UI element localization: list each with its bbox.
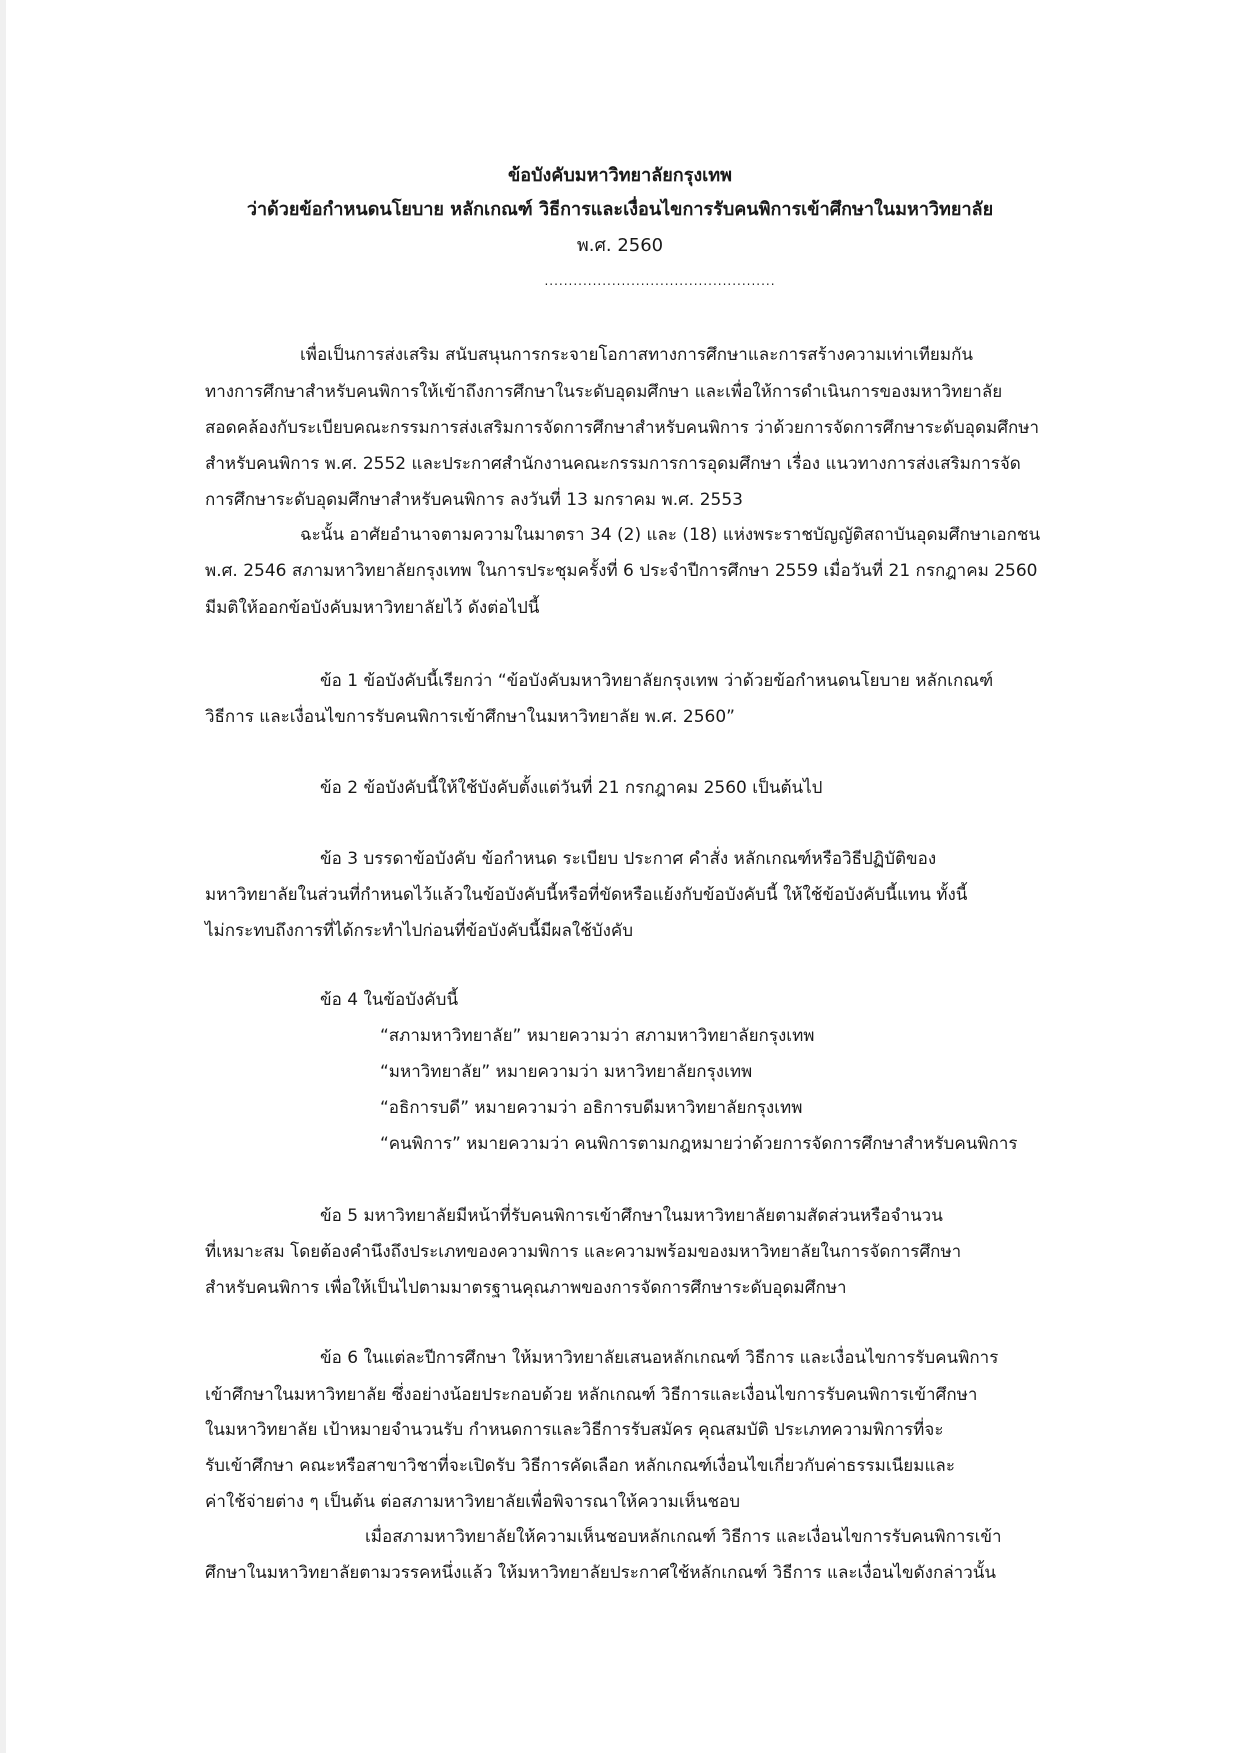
- clause-4-heading: ข้อ 4 ในข้อบังคับนี้: [320, 990, 459, 1010]
- clause-3-line: ข้อ 3 บรรดาข้อบังคับ ข้อกำหนด ระเบียบ ประกาศ คำสั่ง หลักเกณฑ์หรือวิธีปฏิบัติของ: [320, 849, 937, 869]
- preamble-line: ทางการศึกษาสำหรับคนพิการให้เข้าถึงการศึกษาในระดับอุดมศึกษา และเพื่อให้การดำเนินการของมหาวิทยาลัย: [205, 382, 1003, 402]
- clause-6-line: ข้อ 6 ในแต่ละปีการศึกษา ให้มหาวิทยาลัยเสนอหลักเกณฑ์ วิธีการ และเงื่อนไขการรับคนพิการ: [320, 1348, 999, 1368]
- preamble-line: การศึกษาระดับอุดมศึกษาสำหรับคนพิการ ลงวันที่ 13 มกราคม พ.ศ. 2553: [205, 490, 743, 510]
- preamble-line: มีมติให้ออกข้อบังคับมหาวิทยาลัยไว้ ดังต่อไปนี้: [205, 598, 540, 618]
- definition-line: “อธิการบดี” หมายความว่า อธิการบดีมหาวิทยาลัยกรุงเทพ: [380, 1098, 803, 1118]
- scan-edge: [0, 0, 6, 1753]
- clause-3-line: ไม่กระทบถึงการที่ได้กระทำไปก่อนที่ข้อบังคับนี้มีผลใช้บังคับ: [205, 921, 634, 941]
- clause-6-line: ค่าใช้จ่ายต่าง ๆ เป็นต้น ต่อสภามหาวิทยาลัยเพื่อพิจารณาให้ความเห็นชอบ: [205, 1492, 741, 1512]
- preamble-line: พ.ศ. 2546 สภามหาวิทยาลัยกรุงเทพ ในการประชุมครั้งที่ 6 ประจำปีการศึกษา 2559 เมื่อวันที่ 21 กรกฎาคม 2560: [205, 561, 1038, 581]
- clause-5-line: ที่เหมาะสม โดยต้องคำนึงถึงประเภทของความพิการ และความพร้อมของมหาวิทยาลัยในการจัดการศึกษา: [205, 1242, 962, 1262]
- preamble-line: สำหรับคนพิการ พ.ศ. 2552 และประกาศสำนักงานคณะกรรมการการอุดมศึกษา เรื่อง แนวทางการส่งเสริมการจัด: [205, 454, 1021, 474]
- clause-3-line: มหาวิทยาลัยในส่วนที่กำหนดไว้แล้วในข้อบังคับนี้หรือที่ขัดหรือแย้งกับข้อบังคับนี้ ให้ใช้ข้อบังคับนี้แทน ทั้งนี้: [205, 885, 968, 905]
- definition-line: “สภามหาวิทยาลัย” หมายความว่า สภามหาวิทยาลัยกรุงเทพ: [380, 1026, 815, 1046]
- clause-6-line: ในมหาวิทยาลัย เป้าหมายจำนวนรับ กำหนดการและวิธีการรับสมัคร คุณสมบัติ ประเภทความพิการที่จะ: [205, 1420, 944, 1440]
- separator-line: ................................................: [544, 274, 776, 288]
- clause-1-line: ข้อ 1 ข้อบังคับนี้เรียกว่า “ข้อบังคับมหาวิทยาลัยกรุงเทพ ว่าด้วยข้อกำหนดนโยบาย หลักเกณฑ์: [320, 671, 994, 691]
- clause-6-line: รับเข้าศึกษา คณะหรือสาขาวิชาที่จะเปิดรับ วิธีการคัดเลือก หลักเกณฑ์เงื่อนไขเกี่ยวกับค่าธรรมเนียมและ: [205, 1456, 955, 1476]
- clause-5-line: ข้อ 5 มหาวิทยาลัยมีหน้าที่รับคนพิการเข้าศึกษาในมหาวิทยาลัยตามสัดส่วนหรือจำนวน: [320, 1206, 943, 1226]
- clause-1-line: วิธีการ และเงื่อนไขการรับคนพิการเข้าศึกษาในมหาวิทยาลัย พ.ศ. 2560”: [205, 707, 735, 727]
- preamble-line: ฉะนั้น อาศัยอำนาจตามความในมาตรา 34 (2) และ (18) แห่งพระราชบัญญัติสถาบันอุดมศึกษาเอกชน: [300, 525, 1041, 545]
- clause-6-line: เมื่อสภามหาวิทยาลัยให้ความเห็นชอบหลักเกณฑ์ วิธีการ และเงื่อนไขการรับคนพิการเข้า: [365, 1527, 1002, 1547]
- preamble-line: เพื่อเป็นการส่งเสริม สนับสนุนการกระจายโอกาสทางการศึกษาและการสร้างความเท่าเทียมกัน: [300, 345, 973, 365]
- definition-line: “มหาวิทยาลัย” หมายความว่า มหาวิทยาลัยกรุงเทพ: [380, 1062, 753, 1082]
- definition-line: “คนพิการ” หมายความว่า คนพิการตามกฎหมายว่าด้วยการจัดการศึกษาสำหรับคนพิการ: [380, 1134, 1018, 1154]
- document-subtitle: ว่าด้วยข้อกำหนดนโยบาย หลักเกณฑ์ วิธีการและเงื่อนไขการรับคนพิการเข้าศึกษาในมหาวิทยาลัย: [246, 199, 994, 220]
- document-year: พ.ศ. 2560: [576, 235, 664, 256]
- clause-6-line: เข้าศึกษาในมหาวิทยาลัย ซึ่งอย่างน้อยประกอบด้วย หลักเกณฑ์ วิธีการและเงื่อนไขการรับคนพิการเข้าศึกษา: [205, 1385, 978, 1405]
- preamble-line: สอดคล้องกับระเบียบคณะกรรมการส่งเสริมการจัดการศึกษาสำหรับคนพิการ ว่าด้วยการจัดการศึกษาระดับอุดมศึกษา: [205, 418, 1040, 438]
- document-title: ข้อบังคับมหาวิทยาลัยกรุงเทพ: [507, 165, 733, 186]
- clause-6-line: ศึกษาในมหาวิทยาลัยตามวรรคหนึ่งแล้ว ให้มหาวิทยาลัยประกาศใช้หลักเกณฑ์ วิธีการ และเงื่อนไขดังกล่าวนั้น: [205, 1563, 997, 1583]
- clause-2-line: ข้อ 2 ข้อบังคับนี้ให้ใช้บังคับตั้งแต่วันที่ 21 กรกฎาคม 2560 เป็นต้นไป: [320, 778, 823, 798]
- clause-5-line: สำหรับคนพิการ เพื่อให้เป็นไปตามมาตรฐานคุณภาพของการจัดการศึกษาระดับอุดมศึกษา: [205, 1278, 847, 1298]
